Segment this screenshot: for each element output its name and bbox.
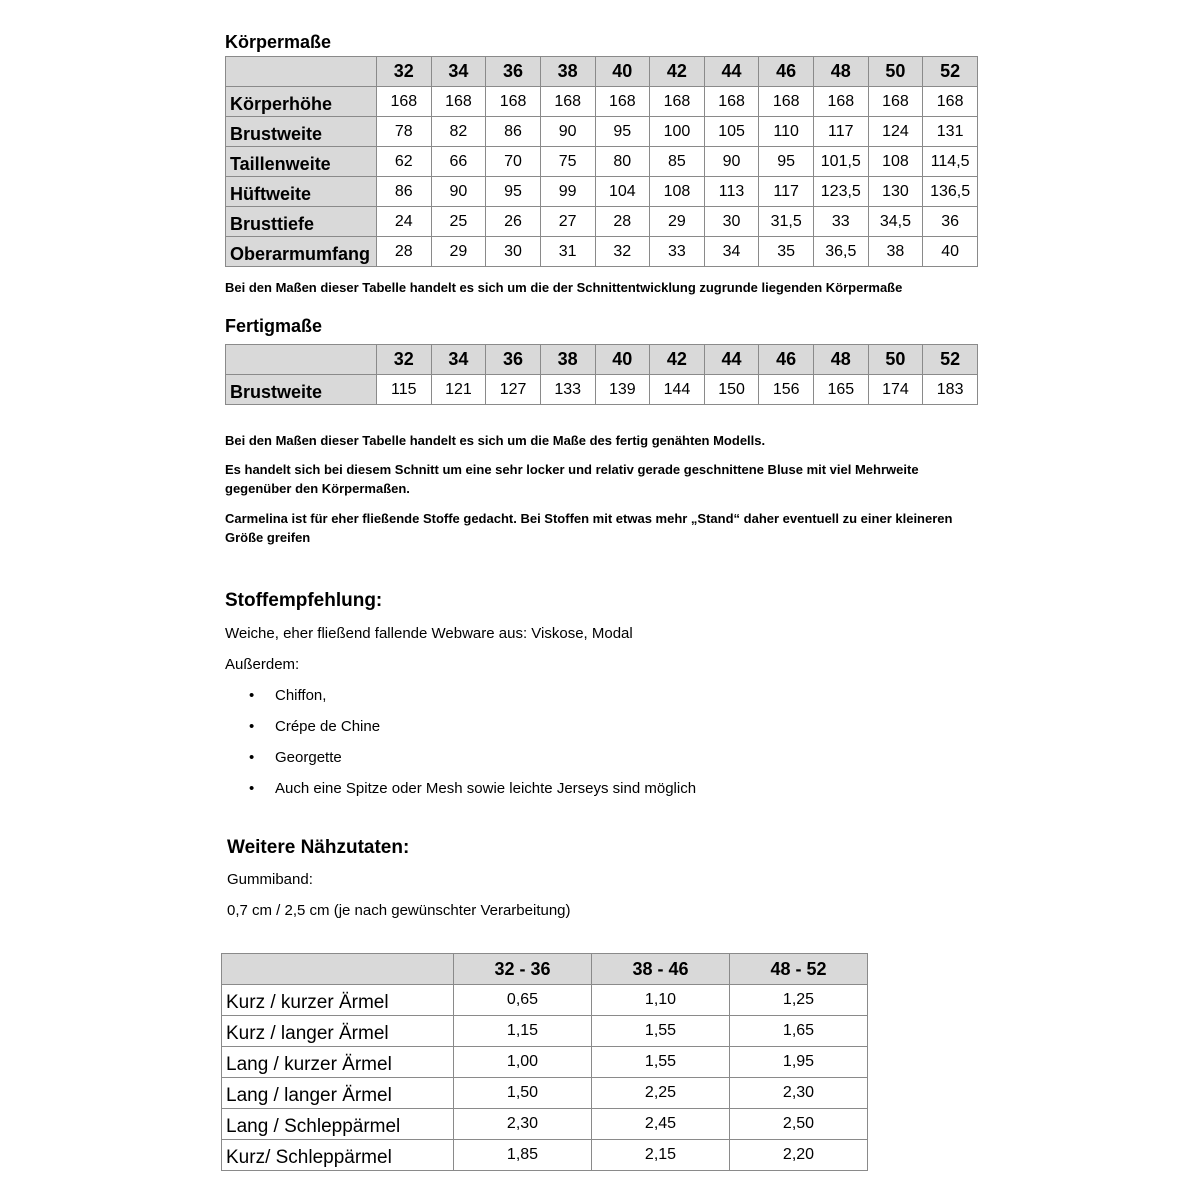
table-cell: 1,95 (730, 1047, 868, 1078)
table-row (226, 117, 978, 147)
table-cell: 168 (868, 87, 923, 117)
table-cell: 156 (759, 375, 814, 405)
table-row (226, 177, 978, 207)
table-cell: 168 (759, 87, 814, 117)
table-cell: 28 (377, 237, 432, 267)
table-cell: 38 (868, 237, 923, 267)
table-cell: 62 (377, 147, 432, 177)
table-cell: 86 (377, 177, 432, 207)
table-row (222, 1078, 868, 1109)
table-cell: 117 (814, 117, 869, 147)
table-cell: 90 (540, 117, 595, 147)
list-item: • Georgette (249, 749, 342, 766)
table-cell: 174 (868, 375, 923, 405)
table-row (226, 375, 978, 405)
table-cell: 123,5 (814, 177, 869, 207)
column-header: 38 (540, 345, 595, 375)
row-label: Lang / langer Ärmel (222, 1078, 454, 1109)
column-header: 32 - 36 (454, 954, 592, 985)
table-cell: 2,45 (592, 1109, 730, 1140)
table-cell: 168 (595, 87, 650, 117)
column-header: 46 (759, 57, 814, 87)
column-header: 48 (814, 345, 869, 375)
fertigmasse-title: Fertigmaße (225, 316, 323, 336)
table-cell: 33 (650, 237, 705, 267)
table-cell: 95 (759, 147, 814, 177)
table-row (226, 207, 978, 237)
column-header: 46 (759, 345, 814, 375)
table-cell: 2,30 (454, 1109, 592, 1140)
row-label: Brustweite (226, 117, 377, 147)
table-cell: 2,20 (730, 1140, 868, 1171)
column-header: 48 - 52 (730, 954, 868, 985)
column-header: 34 (431, 345, 486, 375)
table-cell: 2,15 (592, 1140, 730, 1171)
fertigmasse-note-1: Bei den Maßen dieser Tabelle handelt es sich um die Maße des fertig genähten Modells. (225, 433, 766, 448)
gummiband-sizes: 0,7 cm / 2,5 cm (je nach gewünschter Verarbeitung) (227, 902, 571, 919)
table-cell: 25 (431, 207, 486, 237)
fertigmasse-header-row (226, 345, 978, 375)
column-header: 42 (650, 57, 705, 87)
table-cell: 99 (540, 177, 595, 207)
column-header: 32 (377, 345, 432, 375)
table-cell: 86 (486, 117, 541, 147)
naehzutaten-title: Weitere Nähzutaten: (227, 837, 410, 858)
table-row (226, 237, 978, 267)
table-cell: 139 (595, 375, 650, 405)
table-cell: 90 (431, 177, 486, 207)
table-cell: 1,25 (730, 985, 868, 1016)
table-cell: 31 (540, 237, 595, 267)
table-cell: 36 (923, 207, 978, 237)
bullet-icon: • (249, 749, 255, 766)
table-row (226, 147, 978, 177)
table-cell: 113 (704, 177, 759, 207)
table-cell: 168 (704, 87, 759, 117)
table-row (222, 985, 868, 1016)
table-cell: 183 (923, 375, 978, 405)
table-cell: 1,00 (454, 1047, 592, 1078)
table-cell: 168 (923, 87, 978, 117)
table-cell: 131 (923, 117, 978, 147)
table-cell: 104 (595, 177, 650, 207)
table-cell: 85 (650, 147, 705, 177)
table-cell: 121 (431, 375, 486, 405)
koerpermasse-title: Körpermaße (225, 32, 332, 52)
table-cell: 40 (923, 237, 978, 267)
row-label: Taillenweite (226, 147, 377, 177)
table-row (222, 1016, 868, 1047)
column-header: 48 (814, 57, 869, 87)
ausserdem-label: Außerdem: (225, 656, 300, 673)
table-row (222, 1109, 868, 1140)
column-header: 44 (704, 345, 759, 375)
koerpermasse-table (225, 56, 978, 267)
row-label: Oberarmumfang (226, 237, 377, 267)
row-label: Kurz / kurzer Ärmel (222, 985, 454, 1016)
table-cell: 1,65 (730, 1016, 868, 1047)
column-header: 40 (595, 345, 650, 375)
table-row (222, 1140, 868, 1171)
fertigmasse-note-3: Carmelina ist für eher fließende Stoffe gedacht. Bei Stoffen mit etwas mehr „Stand“ daher eventuell zu einer kleineren Größe greifen (225, 511, 953, 545)
table-cell: 130 (868, 177, 923, 207)
row-label: Lang / kurzer Ärmel (222, 1047, 454, 1078)
stoffempfehlung-title: Stoffempfehlung: (225, 590, 383, 611)
table-cell: 115 (377, 375, 432, 405)
table-cell: 1,55 (592, 1047, 730, 1078)
column-header: 38 (540, 57, 595, 87)
koerpermasse-header-row (226, 57, 978, 87)
table-cell: 165 (814, 375, 869, 405)
column-header: 44 (704, 57, 759, 87)
table-cell: 29 (650, 207, 705, 237)
row-label: Brusttiefe (226, 207, 377, 237)
row-label: Körperhöhe (226, 87, 377, 117)
fertigmasse-note-2: Es handelt sich bei diesem Schnitt um eine sehr locker und relativ gerade geschnittene Bluse mit viel Mehrweite gegenüber den Körpermaßen. (225, 462, 919, 496)
gummiband-label: Gummiband: (227, 871, 313, 888)
table-cell: 29 (431, 237, 486, 267)
table-cell: 108 (650, 177, 705, 207)
table-cell: 168 (650, 87, 705, 117)
table-cell: 168 (431, 87, 486, 117)
table-cell: 117 (759, 177, 814, 207)
table-cell: 168 (540, 87, 595, 117)
column-header: 34 (431, 57, 486, 87)
table-cell: 101,5 (814, 147, 869, 177)
row-label: Kurz/ Schleppärmel (222, 1140, 454, 1171)
fertigmasse-table (225, 344, 978, 405)
table-cell: 75 (540, 147, 595, 177)
gummiband-table (221, 953, 868, 1171)
column-header: 36 (486, 57, 541, 87)
column-header: 38 - 46 (592, 954, 730, 985)
koerpermasse-corner-cell (226, 57, 377, 87)
stoff-list (225, 687, 696, 811)
row-label: Hüftweite (226, 177, 377, 207)
table-cell: 124 (868, 117, 923, 147)
table-cell: 150 (704, 375, 759, 405)
stoffempfehlung-line: Weiche, eher fließend fallende Webware aus: Viskose, Modal (225, 625, 633, 642)
table-cell: 114,5 (923, 147, 978, 177)
table-cell: 1,10 (592, 985, 730, 1016)
bullet-icon: • (249, 687, 255, 704)
table-cell: 168 (377, 87, 432, 117)
table-cell: 78 (377, 117, 432, 147)
table-cell: 144 (650, 375, 705, 405)
list-item: • Crépe de Chine (249, 718, 381, 735)
table-cell: 26 (486, 207, 541, 237)
table-cell: 1,85 (454, 1140, 592, 1171)
table-cell: 31,5 (759, 207, 814, 237)
table-cell: 36,5 (814, 237, 869, 267)
fertigmasse-corner-cell (226, 345, 377, 375)
table-row (226, 87, 978, 117)
bullet-icon: • (249, 718, 255, 735)
table-cell: 90 (704, 147, 759, 177)
list-item: • Chiffon, (249, 687, 327, 704)
table-cell: 34,5 (868, 207, 923, 237)
table-cell: 168 (814, 87, 869, 117)
column-header: 52 (923, 345, 978, 375)
gummiband-header-row (222, 954, 868, 985)
list-item: • Auch eine Spitze oder Mesh sowie leichte Jerseys sind möglich (249, 780, 697, 797)
table-cell: 133 (540, 375, 595, 405)
table-cell: 105 (704, 117, 759, 147)
table-cell: 127 (486, 375, 541, 405)
column-header: 40 (595, 57, 650, 87)
row-label: Lang / Schleppärmel (222, 1109, 454, 1140)
table-cell: 35 (759, 237, 814, 267)
table-cell: 95 (595, 117, 650, 147)
table-cell: 32 (595, 237, 650, 267)
table-cell: 1,50 (454, 1078, 592, 1109)
table-cell: 33 (814, 207, 869, 237)
table-cell: 27 (540, 207, 595, 237)
column-header: 50 (868, 345, 923, 375)
table-cell: 70 (486, 147, 541, 177)
koerpermasse-note: Bei den Maßen dieser Tabelle handelt es sich um die der Schnittentwicklung zugrunde liegenden Körpermaße (225, 280, 903, 295)
table-cell: 2,50 (730, 1109, 868, 1140)
column-header: 32 (377, 57, 432, 87)
column-header: 52 (923, 57, 978, 87)
table-cell: 2,30 (730, 1078, 868, 1109)
gummiband-corner-cell (222, 954, 454, 985)
column-header: 42 (650, 345, 705, 375)
column-header: 36 (486, 345, 541, 375)
table-cell: 28 (595, 207, 650, 237)
table-cell: 168 (486, 87, 541, 117)
table-row (222, 1047, 868, 1078)
row-label: Brustweite (226, 375, 377, 405)
table-cell: 108 (868, 147, 923, 177)
table-cell: 1,15 (454, 1016, 592, 1047)
column-header: 50 (868, 57, 923, 87)
table-cell: 30 (704, 207, 759, 237)
table-cell: 2,25 (592, 1078, 730, 1109)
table-cell: 82 (431, 117, 486, 147)
row-label: Kurz / langer Ärmel (222, 1016, 454, 1047)
bullet-icon: • (249, 780, 255, 797)
table-cell: 30 (486, 237, 541, 267)
table-cell: 34 (704, 237, 759, 267)
table-cell: 80 (595, 147, 650, 177)
table-cell: 100 (650, 117, 705, 147)
table-cell: 0,65 (454, 985, 592, 1016)
table-cell: 95 (486, 177, 541, 207)
table-cell: 1,55 (592, 1016, 730, 1047)
table-cell: 66 (431, 147, 486, 177)
table-cell: 24 (377, 207, 432, 237)
table-cell: 110 (759, 117, 814, 147)
table-cell: 136,5 (923, 177, 978, 207)
